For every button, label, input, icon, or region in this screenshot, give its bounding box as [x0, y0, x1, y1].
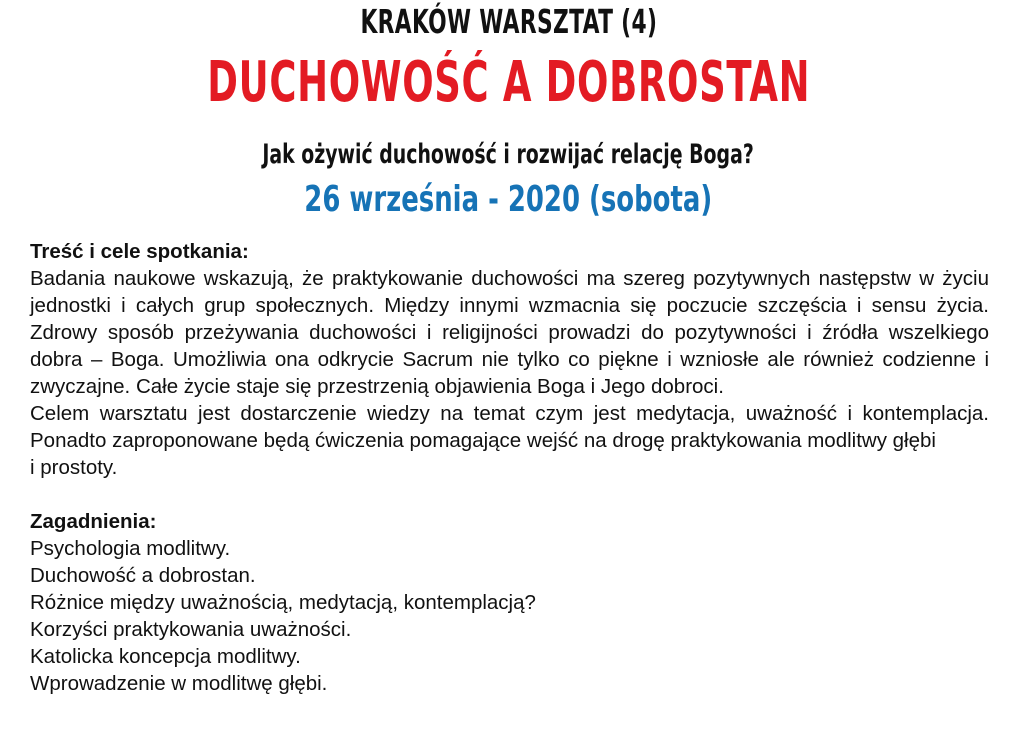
event-subtitle-text: Jak ożywić duchowość i rozwijać relację Boga?	[262, 139, 755, 170]
event-title-text: DUCHOWOŚĆ A DOBROSTAN	[207, 50, 810, 115]
goals-paragraph-2: Celem warsztatu jest dostarczenie wiedzy na temat czym jest medytacja, uważność i kontemplacja. Ponadto zaproponowane będą ćwiczenia pomagające wejść na drogę praktykowania modlitwy głębi	[30, 402, 989, 452]
topics-heading: Zagadnienia:	[30, 510, 157, 533]
topic-item: Korzyści praktykowania uważności.	[30, 618, 352, 641]
topic-item: Różnice między uważnością, medytacją, kontemplacją?	[30, 591, 536, 614]
topic-item: Psychologia modlitwy.	[30, 537, 231, 560]
goals-heading: Treść i cele spotkania:	[30, 240, 249, 263]
event-title	[0, 50, 1017, 115]
event-date	[0, 179, 1017, 220]
goals-paragraph-2-tail: i prostoty.	[30, 456, 118, 479]
event-date-text: 26 września - 2020 (sobota)	[304, 179, 713, 220]
event-kicker	[0, 2, 1017, 41]
document-body	[30, 238, 989, 697]
event-subtitle	[0, 139, 1017, 170]
event-kicker-text: KRAKÓW WARSZTAT (4)	[360, 2, 657, 41]
section-spacer	[30, 481, 989, 508]
goals-paragraph-1: Badania naukowe wskazują, że praktykowanie duchowości ma szereg pozytywnych następstw w życiu jednostki i całych grup społecznych. Między innymi wzmacnia się poczucie szczęścia i sensu życia. Zdrowy sposób przeżywania duchowości i religijności prowadzi do pozytywności i źródła wszelkiego dobra – Boga. Umożliwia ona odkrycie Sacrum nie tylko co piękne i wzniosłe ale również codzienne i zwyczajne. Całe życie staje się przestrzenią objawienia Boga i Jego dobroci.	[30, 267, 989, 398]
topic-item: Katolicka koncepcja modlitwy.	[30, 645, 301, 668]
topic-item: Duchowość a dobrostan.	[30, 564, 256, 587]
topics-list	[30, 535, 989, 697]
topic-item: Wprowadzenie w modlitwę głębi.	[30, 672, 328, 695]
